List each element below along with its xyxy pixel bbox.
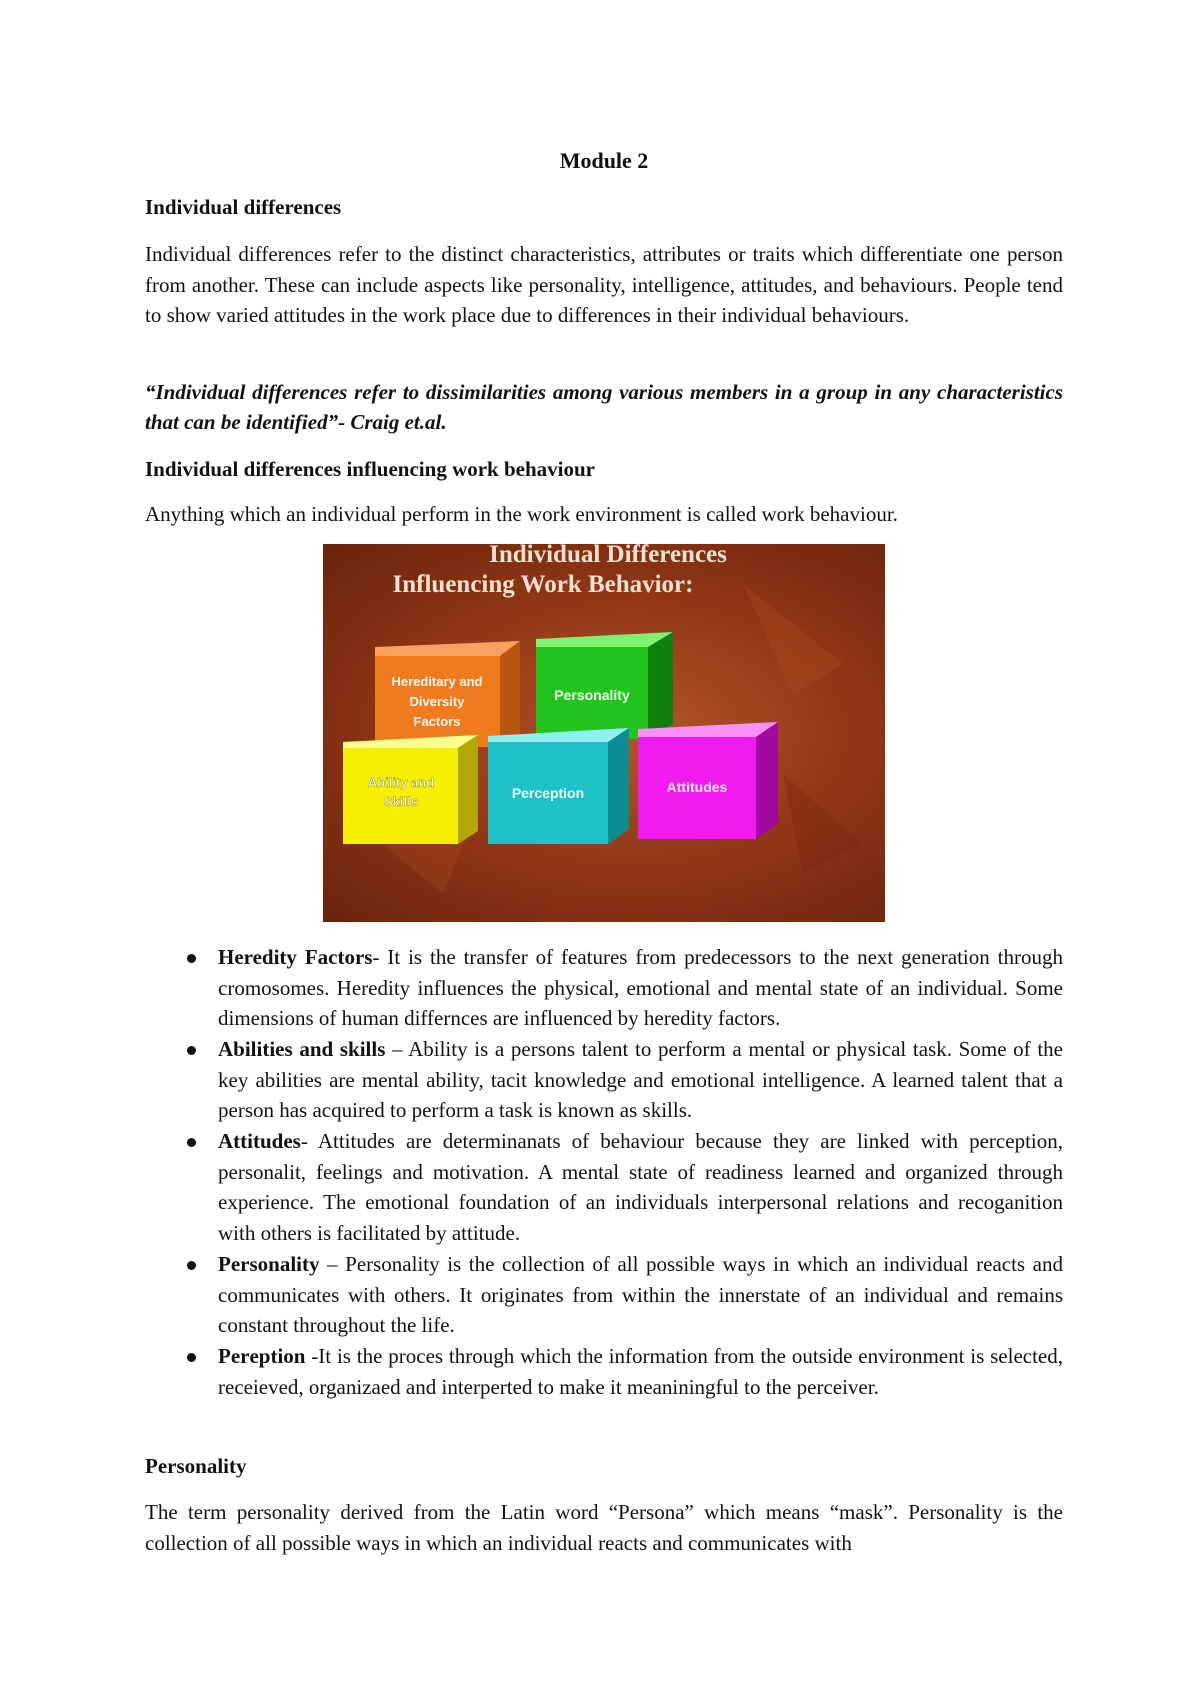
slide-title-line1: Individual Differences [489, 544, 727, 568]
cube-heredity-label-3: Factors [413, 714, 461, 729]
cube-personality-label: Personality [554, 687, 630, 703]
page-title: Module 2 [559, 148, 649, 173]
cube-perception-label: Perception [511, 785, 585, 801]
bullet-item-perception [145, 1341, 1063, 1433]
bullet-term: Personality [218, 1252, 320, 1276]
bullet-text: – Personality is the collection of all possible ways in which an individual reacts and communicates with others. It originates from within the innerstate of an individual and remains constant throughout the life. [218, 1252, 1063, 1337]
cube-attitudes-label: Attitudes [666, 779, 728, 795]
bullet-dot [187, 1261, 196, 1270]
heading-work-behaviour: Individual differences influencing work behaviour [145, 457, 596, 481]
bullet-item-attitudes [145, 1126, 1063, 1249]
bullet-item-heredity [145, 942, 1063, 1034]
paragraph-personality: The term personality derived from the Latin word “Persona” which means “mask”. Personality is the collection of all possible ways in which an individual reacts and communicates with [145, 1500, 1063, 1555]
bullet-dot [187, 1046, 196, 1055]
bullet-dot [187, 1138, 196, 1147]
quote-craig: “Individual differences refer to dissimilarities among various members in a group in any characteristics that can be identified”- Craig et.al. [145, 380, 1063, 434]
bullet-term: Perеption [218, 1344, 306, 1368]
cube-ability-label-1: Ability and [367, 775, 435, 790]
cube-perception [488, 728, 629, 844]
cube-attitudes [638, 722, 778, 839]
bullet-text: -It is the proces through which the information from the outside environment is selected, receieved, organizaed and interperted to make it meaniningful to the perceiver. [218, 1344, 1063, 1399]
bullet-dot [187, 954, 196, 963]
heading-personality: Personality [145, 1454, 247, 1478]
cube-personality [536, 632, 673, 739]
bullet-term: Heredity Factors [218, 945, 373, 969]
bullet-term: Attitudes [218, 1129, 301, 1153]
paragraph-work-behaviour: Anything which an individual perform in the work environment is called work behaviour. [145, 502, 898, 526]
cube-heredity [375, 641, 520, 747]
cube-ability-label-2: Skills [384, 794, 418, 809]
cube-heredity-label-2: Diversity [409, 694, 465, 709]
heading-individual-differences: Individual differences [145, 195, 342, 219]
cube-ability [343, 735, 478, 844]
slide-image [323, 544, 885, 922]
cube-heredity-label-1: Hereditary and [391, 674, 483, 689]
bullet-list [145, 942, 1063, 1433]
paragraph-individual-differences: Individual differences refer to the distinct characteristics, attributes or traits which differentiate one person from another. These can include aspects like personality, intelligence, attitudes, and behaviours. People tend to show varied attitudes in the work place due to differences in their individual behaviours. [145, 242, 1063, 327]
bullet-term: Abilities and skills [218, 1037, 386, 1061]
bullet-item-personality [145, 1249, 1063, 1341]
bullet-text: - It is the transfer of features from predecessors to the next generation through cromosomes. Heredity influences the physical, emotional and mental state of an individual. Some dimensions of human differnces are influenced by heredity factors. [218, 945, 1063, 1030]
bullet-dot [187, 1353, 196, 1362]
slide-title-line2: Influencing Work Behavior: [392, 571, 694, 598]
bullet-text: – Ability is a persons talent to perform a mental or physical task. Some of the key abilities are mental ability, tacit knowledge and emotional intelligence. A learned talent that a person has acquired to perform a task is known as skills. [218, 1037, 1063, 1122]
bullet-text: - Attitudes are determinanats of behaviour because they are linked with perception, personalit, feelings and motivation. A mental state of readiness learned and organized through experience. The emotional foundation of an individuals interpersonal relations and recoganition with others is facilitated by attitude. [218, 1129, 1063, 1245]
bullet-item-abilities [145, 1034, 1063, 1126]
